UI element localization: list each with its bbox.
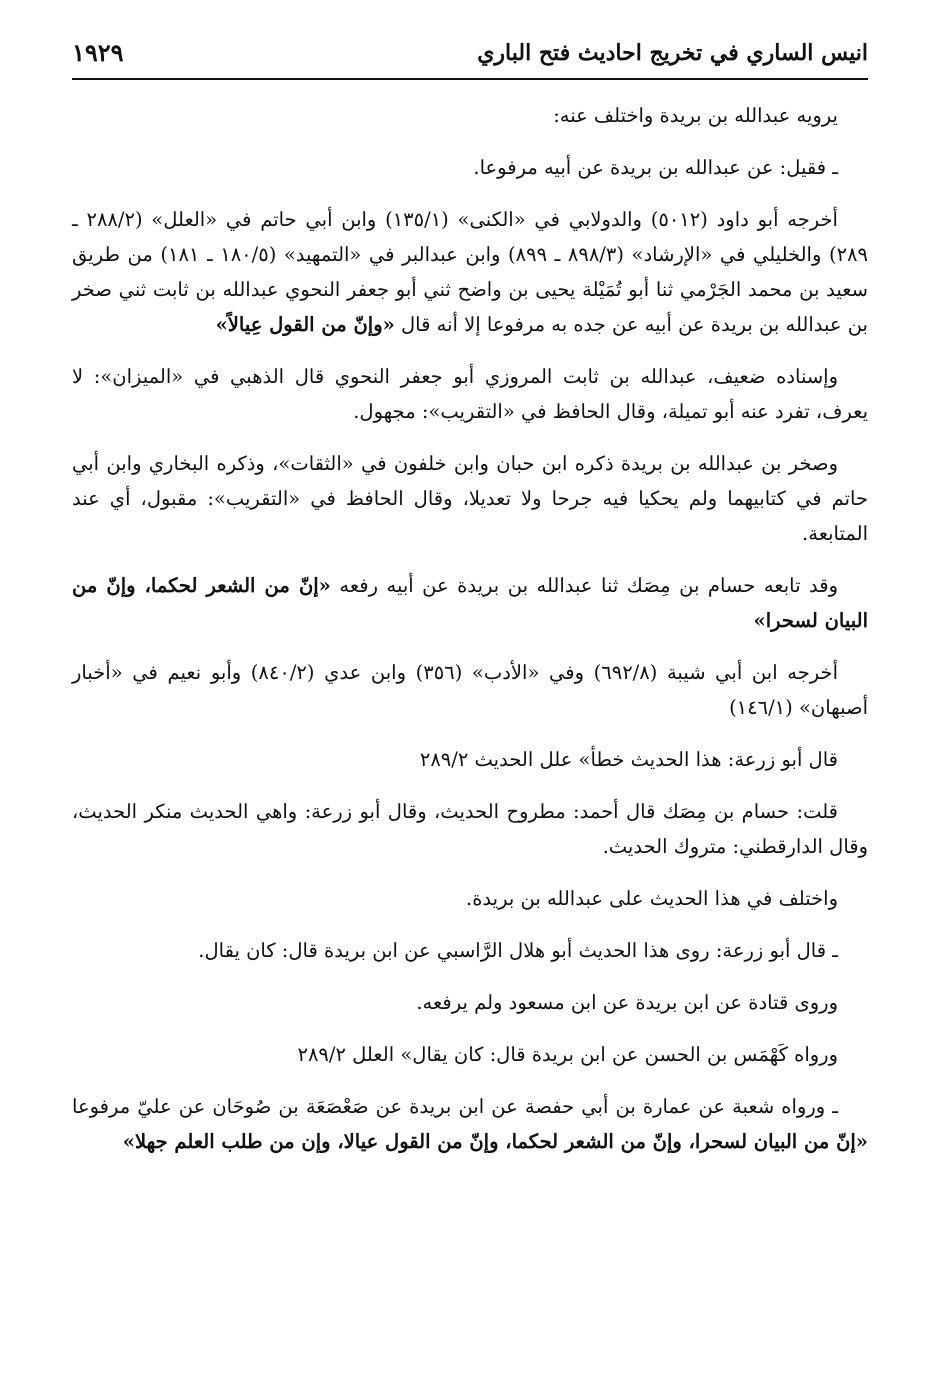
- paragraph-text: وصخر بن عبدالله بن بريدة ذكره ابن حبان وابن خلفون في «الثقات»، وذكره البخاري وابن أبي حاتم في كتابيهما ولم يحكيا فيه جرحا ولا تعديلا، وقال الحافظ في «التقريب»: مقبول، أي عند المتابعة.: [72, 452, 868, 545]
- paragraph-p12: [72, 985, 868, 1020]
- paragraph-text: ـ فقيل: عن عبدالله بن بريدة عن أبيه مرفوعا.: [473, 156, 838, 179]
- paragraph-text: قال أبو زرعة: هذا الحديث خطأ» علل الحديث ٢٨٩/٢: [419, 748, 838, 771]
- running-header: [72, 38, 868, 80]
- paragraph-text: يرويه عبدالله بن بريدة واختلف عنه:: [553, 104, 838, 127]
- paragraph-text: قلت: حسام بن مِصَك قال أحمد: مطروح الحديث، وقال أبو زرعة: واهي الحديث منكر الحديث، وقال الدارقطني: متروك الحديث.: [72, 800, 868, 858]
- paragraph-text: ـ قال أبو زرعة: روى هذا الحديث أبو هلال الرَّاسبي عن ابن بريدة قال: كان يقال.: [198, 939, 838, 962]
- body-text: [72, 98, 868, 1176]
- paragraph-p7: [72, 655, 868, 725]
- paragraph-p2: [72, 150, 868, 185]
- paragraph-text: ـ ورواه شعبة عن عمارة بن أبي حفصة عن ابن بريدة عن صَعْصَعَة بن صُوحَان عن عليّ مرفوعا: [72, 1095, 838, 1118]
- quoted-hadith-text: «وإنّ من القول عِيالاً»: [215, 313, 395, 336]
- paragraph-text: واختلف في هذا الحديث على عبدالله بن بريدة.: [466, 887, 838, 910]
- paragraph-p6: [72, 568, 868, 638]
- paragraph-p5: [72, 446, 868, 551]
- paragraph-p8: [72, 742, 868, 777]
- paragraph-p4: [72, 359, 868, 429]
- paragraph-p14: [72, 1089, 868, 1159]
- quoted-hadith-text: «إنّ من الشعر لحكما، وإنّ من البيان لسحرا»: [72, 574, 868, 632]
- paragraph-p9: [72, 794, 868, 864]
- paragraph-p11: [72, 933, 868, 968]
- paragraph-text: وقد تابعه حسام بن مِصَك ثنا عبدالله بن بريدة عن أبيه رفعه: [330, 574, 838, 597]
- quoted-hadith-text: «إنّ من البيان لسحرا، وإنّ من الشعر لحكما، وإنّ من القول عيالا، وإن من طلب العلم جهلا»: [122, 1130, 868, 1153]
- paragraph-text: أخرجه أبو داود (٥٠١٢) والدولابي في «الكنى» (١٣٥/١) وابن أبي حاتم في «العلل» (٢٨٨/٢ ـ ٢٨٩) والخليلي في «الإرشاد» (٨٩٨/٣ ـ ٨٩٩) وابن عبدالبر في «التمهيد» (١٨٠/٥ ـ ١٨١) من طريق سعيد بن محمد الجَرْمي ثنا أبو تُمَيْلة يحيى بن واضح ثني أبو جعفر النحوي عبدالله بن ثابت ثني صخر بن عبدالله بن بريدة عن أبيه عن جده به مرفوعا إلا أنه قال: [72, 208, 868, 336]
- paragraph-text: أخرجه ابن أبي شيبة (٦٩٢/٨) وفي «الأدب» (٣٥٦) وابن عدي (٨٤٠/٢) وأبو نعيم في «أخبار أصبهان» (١٤٦/١): [72, 661, 868, 719]
- paragraph-p1: [72, 98, 868, 133]
- paragraph-p10: [72, 881, 868, 916]
- paragraph-text: وروى قتادة عن ابن بريدة عن ابن مسعود ولم يرفعه.: [416, 991, 838, 1014]
- paragraph-text: وإسناده ضعيف، عبدالله بن ثابت المروزي أبو جعفر النحوي قال الذهبي في «الميزان»: لا يعرف، تفرد عنه أبو تميلة، وقال الحافظ في «التقريب»: مجهول.: [72, 365, 868, 423]
- paragraph-text: ورواه كَهْمَس بن الحسن عن ابن بريدة قال: كان يقال» العلل ٢٨٩/٢: [297, 1043, 838, 1066]
- page-number: ١٩٢٩: [72, 38, 124, 67]
- paragraph-p13: [72, 1037, 868, 1072]
- paragraph-p3: [72, 202, 868, 342]
- book-title: انيس الساري في تخريج احاديث فتح الباري: [477, 40, 868, 66]
